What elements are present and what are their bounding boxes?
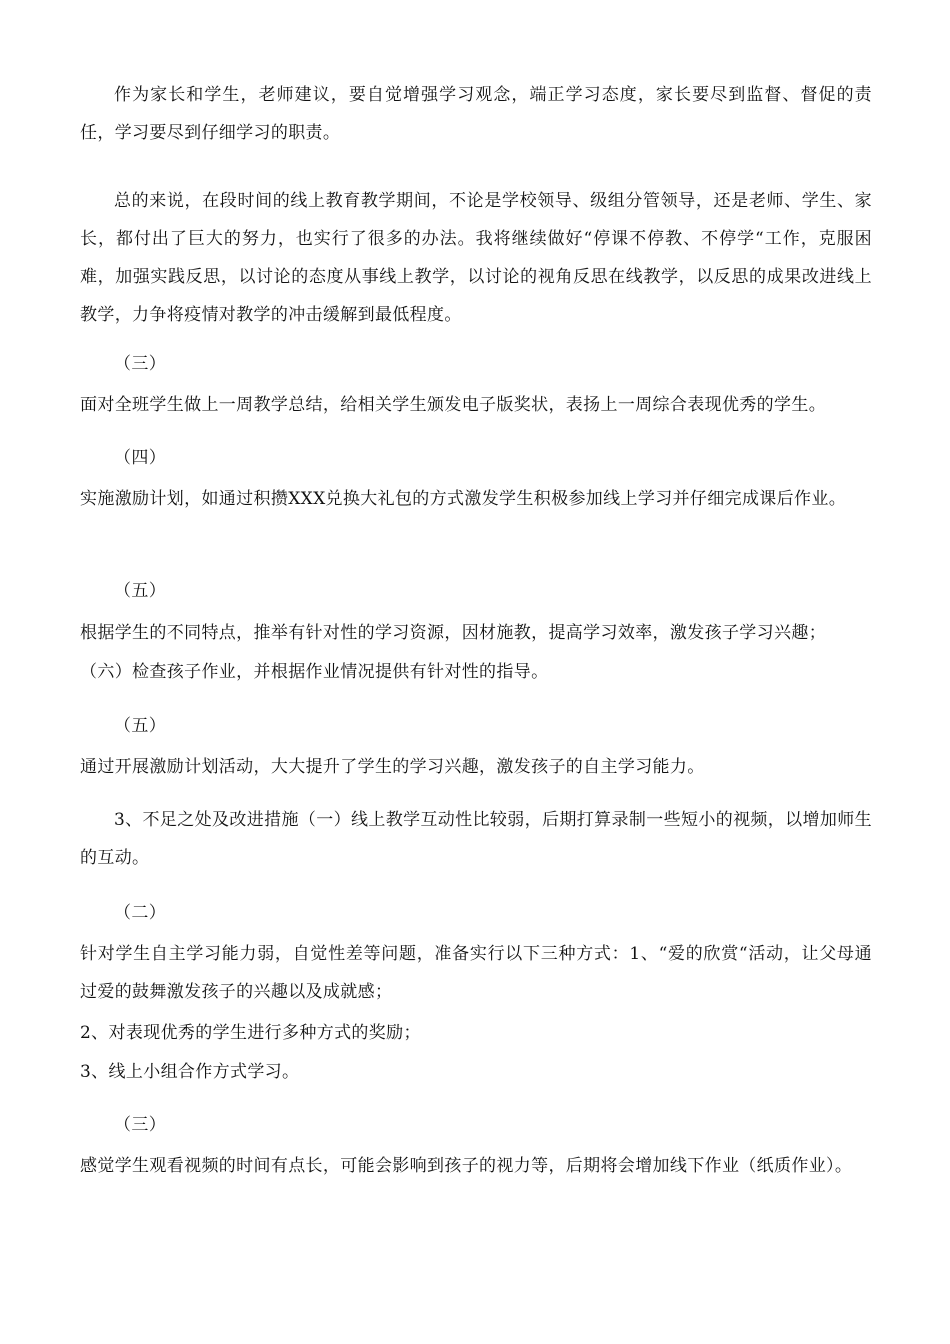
paragraph-shortcomings: 3、不足之处及改进措施（一）线上教学互动性比较弱，后期打算录制一些短小的视频，以增加师生的互动。 xyxy=(80,810,872,868)
list-item-group-study: 3、线上小组合作方式学习。 xyxy=(80,1062,300,1082)
section-heading-four: （四） xyxy=(114,448,167,468)
paragraph-homework-check: （六）检查孩子作业，并根据作业情况提供有针对性的指导。 xyxy=(80,662,549,682)
section-heading-five: （五） xyxy=(114,581,167,601)
section-heading-three: （三） xyxy=(114,354,167,374)
paragraph-incentive-result: 通过开展激励计划活动，大大提升了学生的学习兴趣，激发孩子的自主学习能力。 xyxy=(80,757,705,777)
paragraph-weekly-summary: 面对全班学生做上一周教学总结，给相关学生颁发电子版奖状，表扬上一周综合表现优秀的学生。 xyxy=(80,395,827,415)
list-item-reward: 2、对表现优秀的学生进行多种方式的奖励； xyxy=(80,1023,421,1043)
paragraph-learning-resources: 根据学生的不同特点，推举有针对性的学习资源，因材施教，提高学习效率，激发孩子学习兴趣； xyxy=(80,623,827,643)
paragraph-incentive-plan: 实施激励计划，如通过积攒XXX兑换大礼包的方式激发学生积极参加线上学习并仔细完成课后作业。 xyxy=(80,489,847,509)
paragraph-three-methods: 针对学生自主学习能力弱，自觉性差等问题，准备实行以下三种方式：1、“爱的欣赏“活动，让父母通过爱的鼓舞激发孩子的兴趣以及成就感； xyxy=(80,944,872,1002)
section-heading-two: （二） xyxy=(114,903,167,923)
section-heading-five-second: （五） xyxy=(114,716,167,736)
paragraph-video-time: 感觉学生观看视频的时间有点长，可能会影响到孩子的视力等，后期将会增加线下作业（纸质作业）。 xyxy=(80,1156,853,1176)
paragraph-parent-advice: 作为家长和学生，老师建议，要自觉增强学习观念，端正学习态度，家长要尽到监督、督促的责任，学习要尽到仔细学习的职责。 xyxy=(80,85,872,143)
paragraph-summary: 总的来说，在段时间的线上教育教学期间，不论是学校领导、级组分管领导，还是老师、学生、家长，都付出了巨大的努力，也实行了很多的办法。我将继续做好“停课不停教、不停学“工作，克服困难，加强实践反思，以讨论的态度从事线上教学，以讨论的视角反思在线教学，以反思的成果改进线上教学，力争将疫情对教学的冲击缓解到最低程度。 xyxy=(80,191,872,325)
section-heading-three-second: （三） xyxy=(114,1115,167,1135)
